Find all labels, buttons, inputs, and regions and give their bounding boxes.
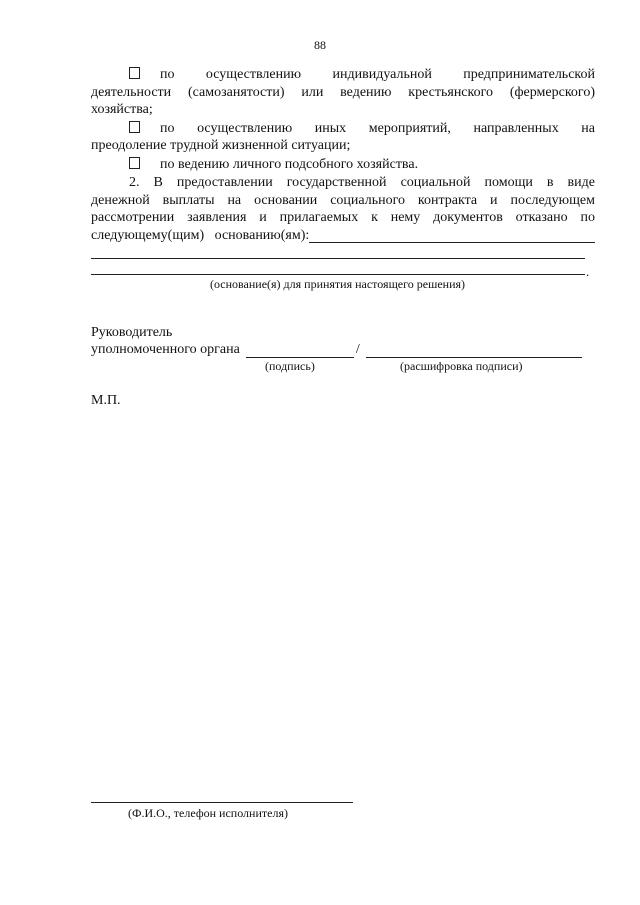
stamp-place: М.П. xyxy=(91,393,121,408)
authority-signature-row: уполномоченного органа / xyxy=(91,341,591,358)
signature-caption: (подпись) xyxy=(265,359,315,373)
refusal-paragraph-line3: рассмотрении заявления и прилагаемых к нему документов отказано по xyxy=(91,210,595,225)
option-other-measures-line2: преодоление трудной жизненной ситуации; xyxy=(91,138,351,153)
option-entrepreneurship-line1: по осуществлению индивидуальной предпринимательской xyxy=(91,66,595,83)
grounds-field-line[interactable] xyxy=(91,258,585,259)
refusal-paragraph-line2: денежной выплаты на основании социального контракта и последующем xyxy=(91,193,595,208)
option-entrepreneurship-line3: хозяйства; xyxy=(91,102,153,117)
checkbox-icon[interactable] xyxy=(129,67,140,79)
option-household-farming: по ведению личного подсобного хозяйства. xyxy=(91,156,595,173)
option-other-measures-line1: по осуществлению иных мероприятий, направленных на xyxy=(91,120,595,137)
checkbox-icon[interactable] xyxy=(129,157,140,169)
option-entrepreneurship-line2: деятельности (самозанятости) или ведению крестьянского (фермерского) xyxy=(91,85,595,100)
head-label: Руководитель xyxy=(91,325,173,340)
grounds-field-first[interactable] xyxy=(309,227,595,243)
refusal-paragraph-line4: следующему(щим) основанию(ям): xyxy=(91,227,595,244)
grounds-end-mark: . xyxy=(586,264,590,279)
checkbox-icon[interactable] xyxy=(129,121,140,133)
grounds-field-line[interactable] xyxy=(91,274,585,275)
signature-field[interactable] xyxy=(246,342,354,358)
page-number: 88 xyxy=(314,38,326,52)
grounds-caption: (основание(я) для принятия настоящего решения) xyxy=(209,277,466,291)
signature-decoding-field[interactable] xyxy=(366,342,582,358)
refusal-paragraph-line1: 2. В предоставлении государственной социальной помощи в виде xyxy=(129,175,595,190)
executor-caption: (Ф.И.О., телефон исполнителя) xyxy=(128,806,288,820)
signature-decoding-caption: (расшифровка подписи) xyxy=(400,359,523,373)
executor-field[interactable] xyxy=(91,802,353,803)
